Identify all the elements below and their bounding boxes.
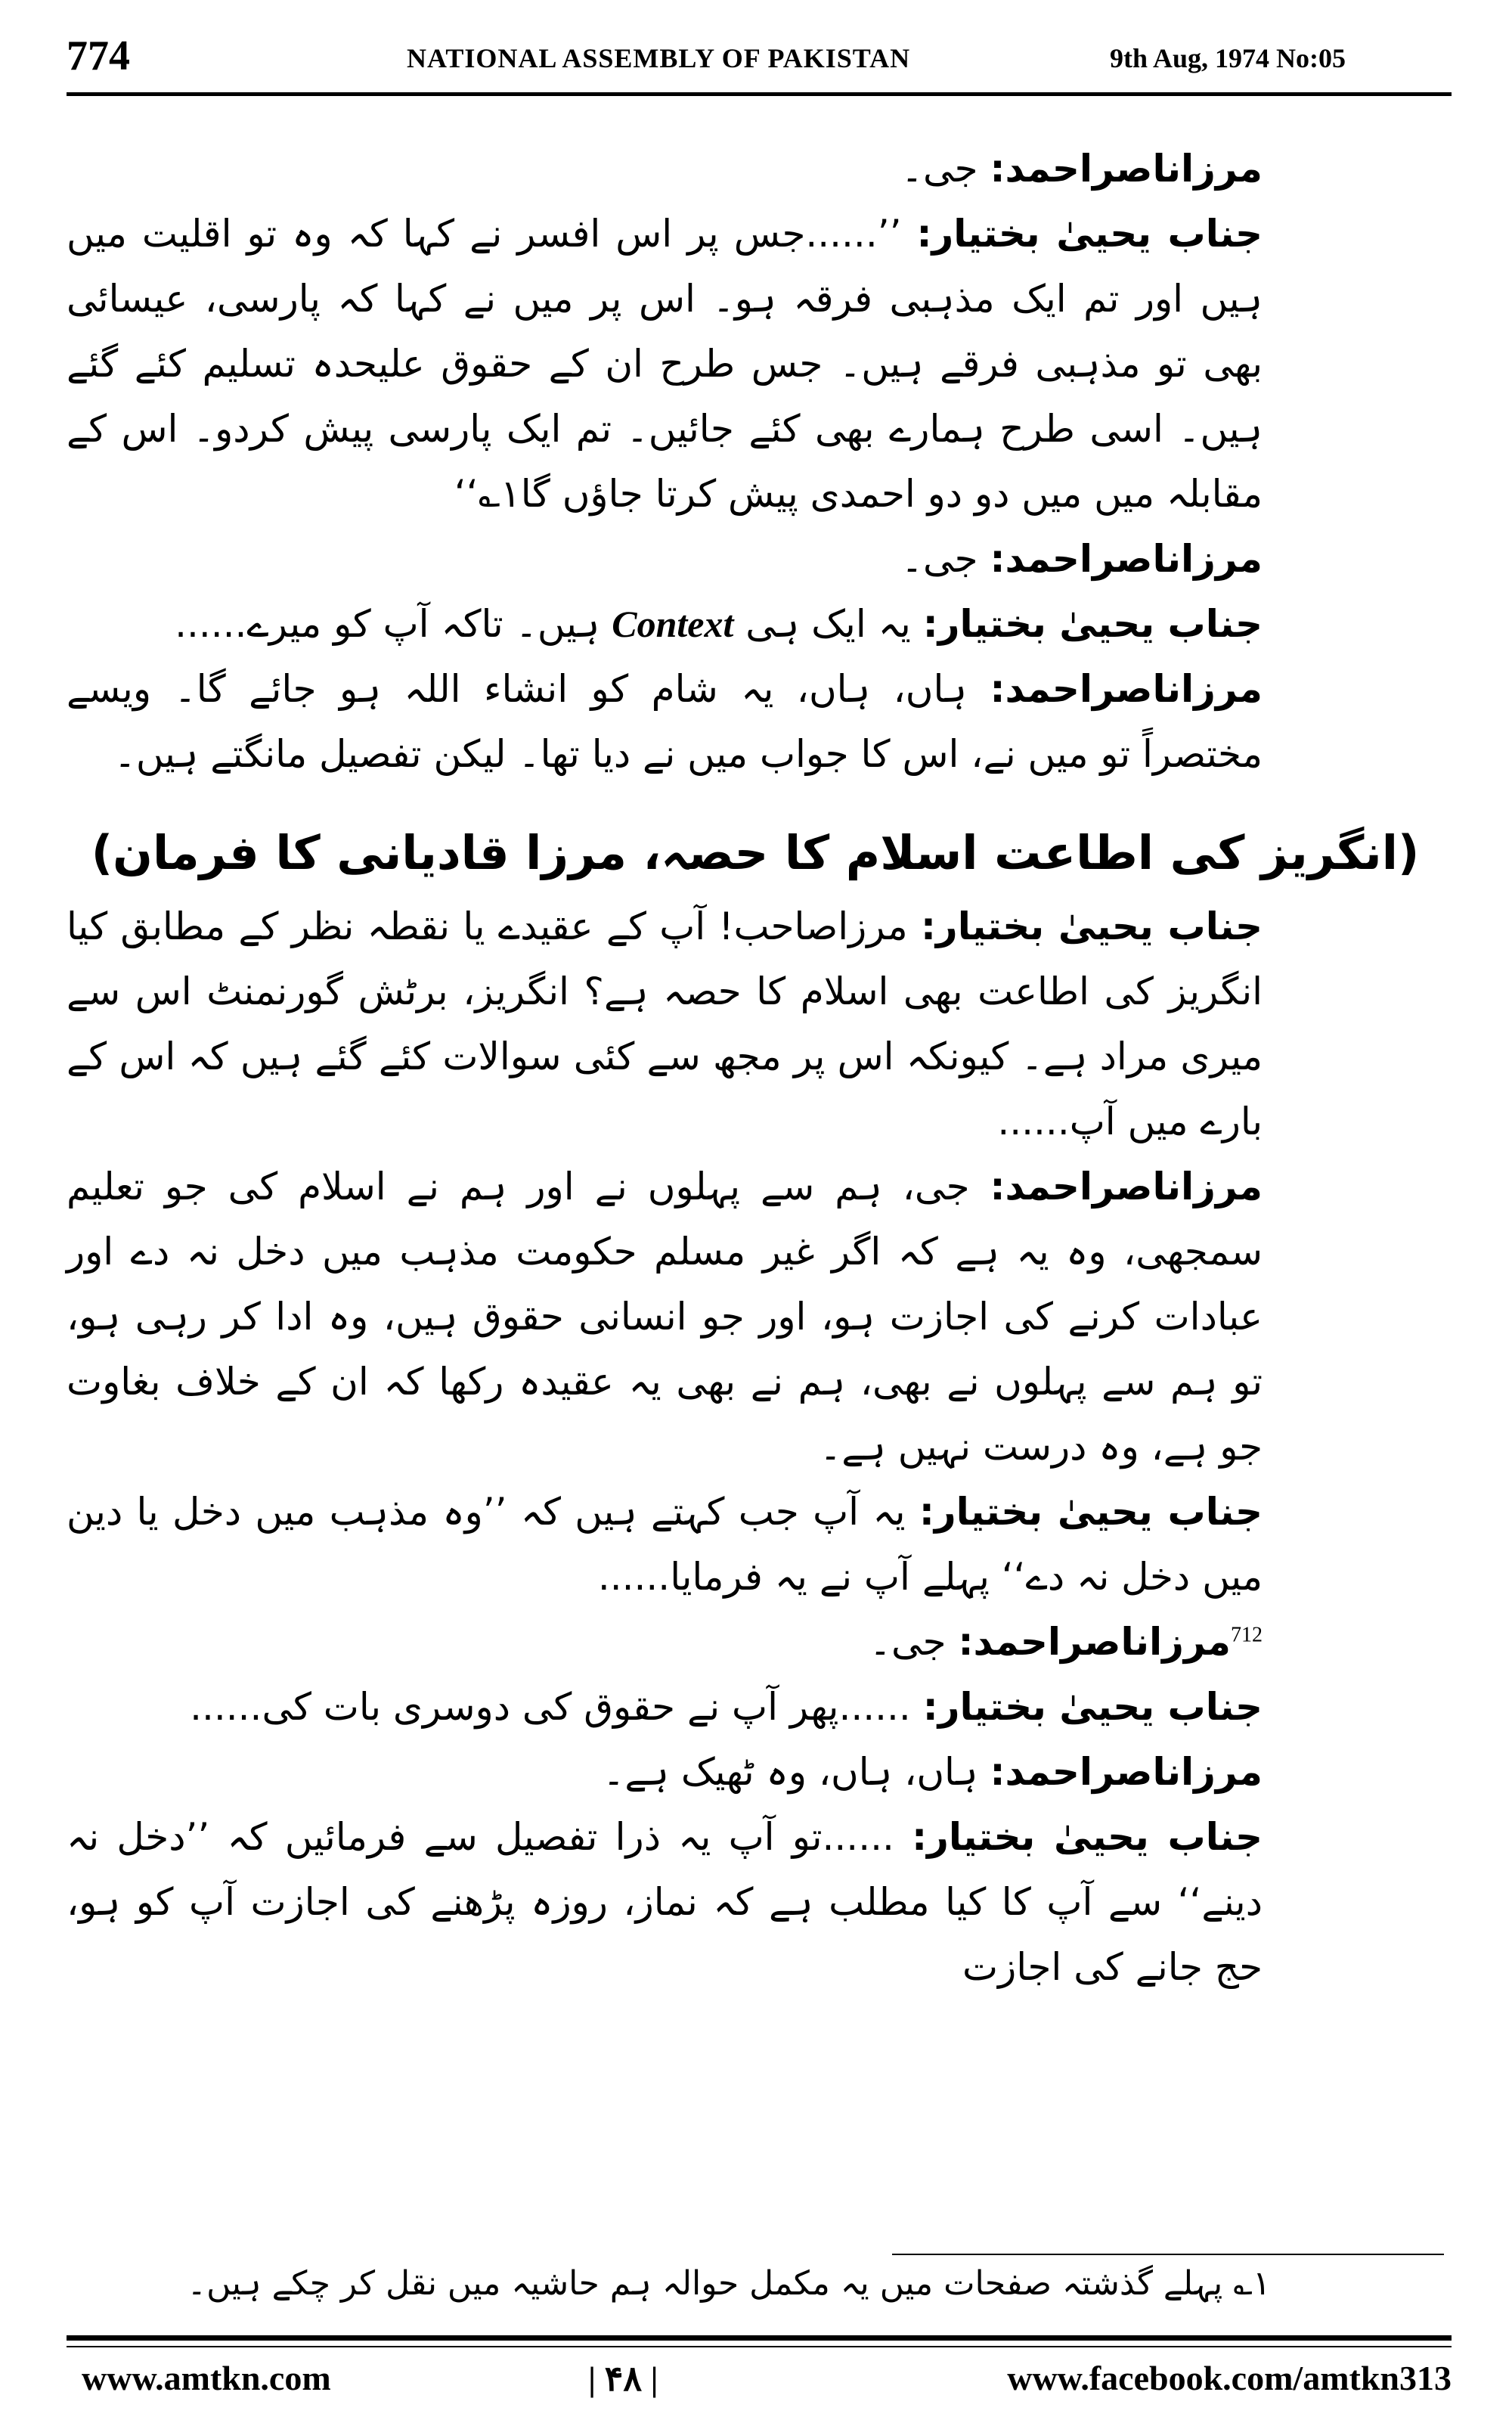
- dialogue-line: [67, 1804, 1444, 2000]
- website-link[interactable]: www.amtkn.com: [82, 2359, 331, 2397]
- footer-divider-thick: [67, 2335, 1452, 2341]
- page-content: [67, 136, 1444, 2000]
- dialogue-line: [67, 591, 1444, 656]
- dialogue-line: [67, 1609, 1444, 1674]
- page-header: [67, 32, 1452, 96]
- speech-text: ہیں۔ تاکہ آپ کو میرے......: [175, 602, 612, 646]
- speech-text: یہ ایک ہی: [733, 602, 923, 646]
- dialogue-line: [67, 201, 1444, 526]
- page-marker: 712: [1231, 1623, 1263, 1647]
- speech-text: جی۔: [869, 1620, 959, 1664]
- dialogue-line: [67, 894, 1444, 1154]
- speech-text: یہ آپ جب کہتے ہیں کہ ’’وہ مذہب میں دخل یا دین میں دخل نہ دے‘‘ پہلے آپ نے یہ فرمایا......: [67, 1490, 1263, 1599]
- dialogue-line: [67, 1674, 1444, 1739]
- speaker-name: مرزاناصراحمد:: [990, 147, 1263, 191]
- speech-text: ’’......جس پر اس افسر نے کہا کہ وہ تو اقلیت میں ہیں اور تم ایک مذہبی فرقہ ہو۔ اس پر میں نے کہا کہ پارسی، عیسائی بھی تو مذہبی فرقے ہیں۔ جس طرح ان کے حقوق علیحدہ تسلیم کئے گئے ہیں۔ اسی طرح ہمارے بھی کئے جائیں۔ تم ایک پارسی پیش کردو۔ اس کے مقابلہ میں میں دو دو احمدی پیش کرتا جاؤں گا۱؎‘‘: [67, 212, 1263, 516]
- speaker-name: جناب یحییٰ بختیار:: [919, 1490, 1263, 1534]
- speaker-name: جناب یحییٰ بختیار:: [916, 212, 1263, 256]
- speech-text: جی، ہم سے پہلوں نے اور ہم نے اسلام کی جو تعلیم سمجھی، وہ یہ ہے کہ اگر غیر مسلم حکومت مذہب میں دخل نہ دے اور عبادات کرنے کی اجازت ہو، اور جو انسانی حقوق ہیں، وہ ادا کر رہی ہو، تو ہم سے پہلوں نے بھی، ہم نے بھی یہ عقیدہ رکھا کہ ان کے خلاف بغاوت جو ہے، وہ درست نہیں ہے۔: [67, 1165, 1263, 1469]
- footnote-divider: [892, 2254, 1444, 2255]
- speech-text: ہاں، ہاں، وہ ٹھیک ہے۔: [603, 1750, 990, 1794]
- speech-text: جی۔: [900, 537, 990, 581]
- speaker-name: جناب یحییٰ بختیار:: [912, 1815, 1263, 1859]
- speaker-name: مرزاناصراحمد:: [990, 537, 1263, 581]
- context-word: Context: [612, 603, 734, 645]
- footer-page-number: | ۴۸ |: [588, 2360, 658, 2398]
- speaker-name: مرزاناصراحمد:: [990, 667, 1263, 711]
- speech-text: مرزاصاحب! آپ کے عقیدے یا نقطہ نظر کے مطابق کیا انگریز کی اطاعت بھی اسلام کا حصہ ہے؟ انگریز، برٹش گورنمنٹ اس سے میری مراد ہے۔ کیونکہ اس پر مجھ سے کئی سوالات کئے گئے ہیں کہ اس کے بارے میں آپ......: [67, 904, 1263, 1143]
- section-heading: (انگریز کی اطاعت اسلام کا حصہ، مرزا قادیانی کا فرمان): [91, 825, 1420, 880]
- speech-text: ......پھر آپ نے حقوق کی دوسری بات کی......: [190, 1685, 923, 1729]
- speech-text: ہاں، ہاں، یہ شام کو انشاء اللہ ہو جائے گا۔ ویسے مختصراً تو میں نے، اس کا جواب میں نے دیا تھا۔ لیکن تفصیل مانگتے ہیں۔: [67, 667, 1263, 776]
- dialogue-line: [67, 1154, 1444, 1479]
- dialogue-line: [67, 526, 1444, 591]
- footnote: ۱؎ پہلے گذشتہ صفحات میں یہ مکمل حوالہ ہم حاشیہ میں نقل کر چکے ہیں۔: [187, 2264, 1271, 2303]
- dialogue-line: [67, 656, 1444, 786]
- header-title: NATIONAL ASSEMBLY OF PAKISTAN: [407, 43, 911, 73]
- speech-text: جی۔: [900, 147, 990, 191]
- speech-text: ......تو آپ یہ ذرا تفصیل سے فرمائیں کہ ’’دخل نہ دینے‘‘ سے آپ کا کیا مطلب ہے کہ نماز، روزہ پڑھنے کی اجازت آپ کو ہو، حج جانے کی اجازت: [67, 1815, 1263, 1989]
- speaker-name: مرزاناصراحمد:: [990, 1750, 1263, 1794]
- speaker-name: مرزاناصراحمد:: [958, 1620, 1231, 1664]
- header-date: 9th Aug, 1974 No:05: [1110, 43, 1346, 73]
- speaker-name: مرزاناصراحمد:: [990, 1165, 1263, 1208]
- footer-divider-thin: [67, 2346, 1452, 2347]
- page-number: 774: [67, 33, 130, 79]
- speaker-name: جناب یحییٰ بختیار:: [920, 904, 1263, 948]
- dialogue-line: [67, 136, 1444, 201]
- dialogue-line: [67, 1479, 1444, 1609]
- dialogue-line: [67, 1739, 1444, 1804]
- speaker-name: جناب یحییٰ بختیار:: [922, 1685, 1263, 1729]
- facebook-link[interactable]: www.facebook.com/amtkn313: [1007, 2359, 1452, 2397]
- speaker-name: جناب یحییٰ بختیار:: [922, 602, 1263, 646]
- page-footer: [67, 2358, 1452, 2411]
